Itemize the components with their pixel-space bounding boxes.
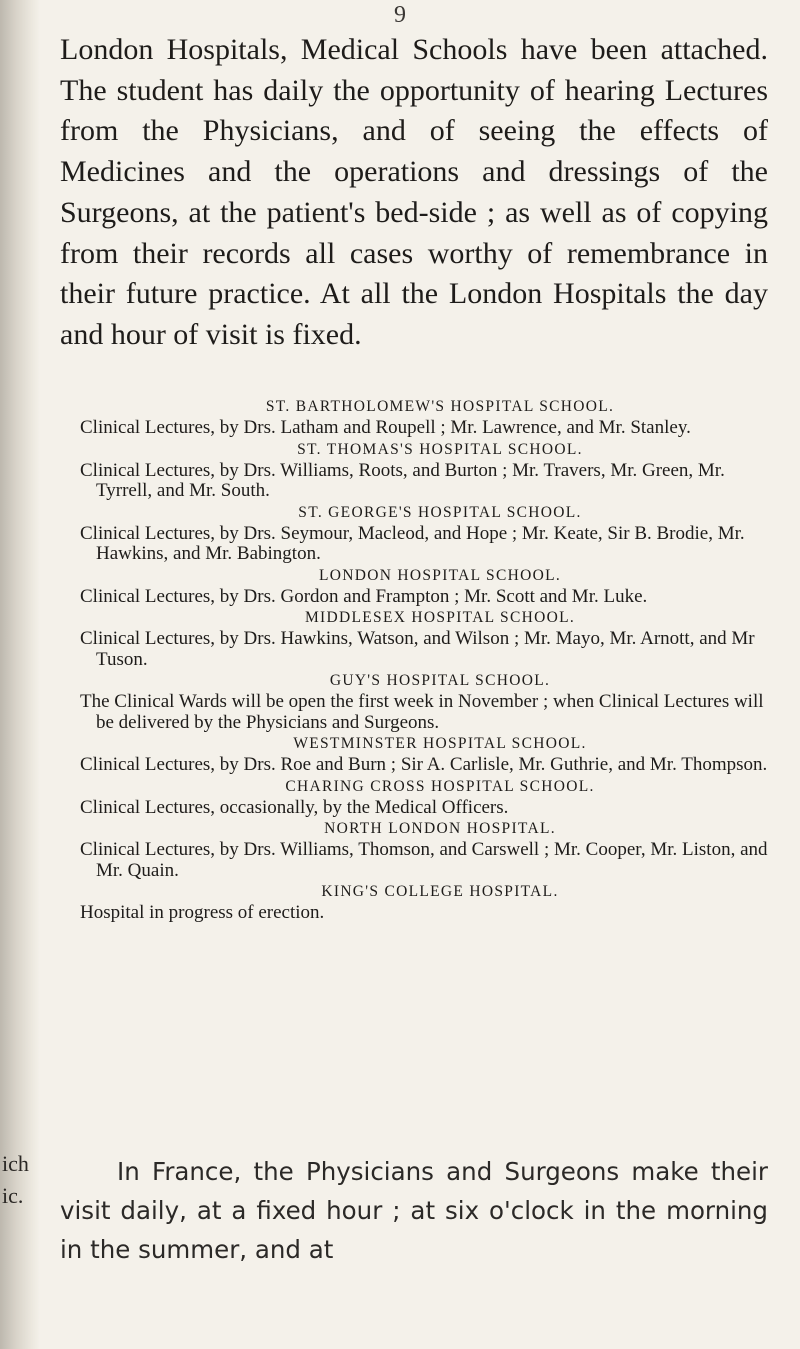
school-description: Clinical Lectures, occasionally, by the Medical Officers. bbox=[80, 796, 509, 818]
margin-note-line-1: ich bbox=[2, 1151, 29, 1176]
margin-note bbox=[2, 1148, 29, 1212]
school-name: LONDON HOSPITAL SCHOOL. bbox=[318, 566, 562, 584]
school-description: Clinical Lectures, by Drs. Gordon and Frampton ; Mr. Scott and Mr. Luke. bbox=[80, 585, 648, 607]
school-entry bbox=[80, 818, 770, 881]
school-description: Clinical Lectures, by Drs. Williams, Roots, and Burton ; Mr. Travers, Mr. Green, Mr. Tyrrell, and Mr. South. bbox=[80, 459, 725, 501]
school-entry bbox=[80, 733, 770, 776]
school-entry bbox=[80, 776, 770, 819]
school-name: WESTMINSTER HOSPITAL SCHOOL. bbox=[293, 735, 587, 752]
school-description: Clinical Lectures, by Drs. Roe and Burn ; Sir A. Carlisle, Mr. Guthrie, and Mr. Thompson. bbox=[80, 754, 768, 775]
school-entry bbox=[80, 607, 770, 670]
school-name: GUY'S HOSPITAL SCHOOL. bbox=[329, 672, 551, 689]
page-binding-shadow bbox=[0, 0, 40, 1349]
school-description: The Clinical Wards will be open the first week in November ; when Clinical Lectures will be delivered by the Physicians and Surgeons. bbox=[80, 691, 764, 733]
school-description: Clinical Lectures, by Drs. Latham and Roupell ; Mr. Lawrence, and Mr. Stanley. bbox=[80, 417, 691, 438]
intro-paragraph: London Hospitals, Medical Schools have been attached. The student has daily the opportunity of hearing Lectures from the Physicians, and of seeing the effects of Medicines and the operations and dressings of the Surgeons, at the patient's bed-side ; as well as of copying from their records all cases worthy of remembrance in their future practice. At all the London Hospitals the day and hour of visit is fixed. bbox=[60, 33, 768, 351]
school-entry bbox=[80, 439, 770, 502]
school-description: Clinical Lectures, by Drs. Seymour, Macleod, and Hope ; Mr. Keate, Sir B. Brodie, Mr. Hawkins, and Mr. Babington. bbox=[80, 522, 745, 564]
hospital-school-list bbox=[80, 396, 770, 924]
school-entry bbox=[80, 565, 770, 608]
school-entry bbox=[80, 502, 770, 565]
school-name: KING'S COLLEGE HOSPITAL. bbox=[321, 883, 559, 900]
page-number: 9 bbox=[394, 2, 406, 28]
school-entry bbox=[80, 396, 770, 439]
school-name: ST. GEORGE'S HOSPITAL SCHOOL. bbox=[298, 503, 582, 521]
school-entry bbox=[80, 670, 770, 733]
school-name: ST. THOMAS'S HOSPITAL SCHOOL. bbox=[297, 440, 583, 458]
school-description: Hospital in progress of erection. bbox=[80, 902, 325, 923]
school-description: Clinical Lectures, by Drs. Williams, Thomson, and Carswell ; Mr. Cooper, Mr. Liston, and Mr. Quain. bbox=[80, 839, 768, 881]
closing-paragraph: In France, the Physicians and Surgeons make their visit daily, at a fixed hour ; at six o'clock in the morning in the summer, and at bbox=[60, 1157, 768, 1264]
school-name: CHARING CROSS HOSPITAL SCHOOL. bbox=[285, 777, 595, 795]
school-name: NORTH LONDON HOSPITAL. bbox=[324, 820, 556, 837]
school-entry bbox=[80, 881, 770, 924]
margin-note-line-2: ic. bbox=[2, 1183, 24, 1208]
school-name: ST. BARTHOLOMEW'S HOSPITAL SCHOOL. bbox=[265, 398, 615, 415]
school-description: Clinical Lectures, by Drs. Hawkins, Watson, and Wilson ; Mr. Mayo, Mr. Arnott, and Mr Tuson. bbox=[80, 628, 755, 670]
school-name: MIDDLESEX HOSPITAL SCHOOL. bbox=[304, 609, 576, 626]
